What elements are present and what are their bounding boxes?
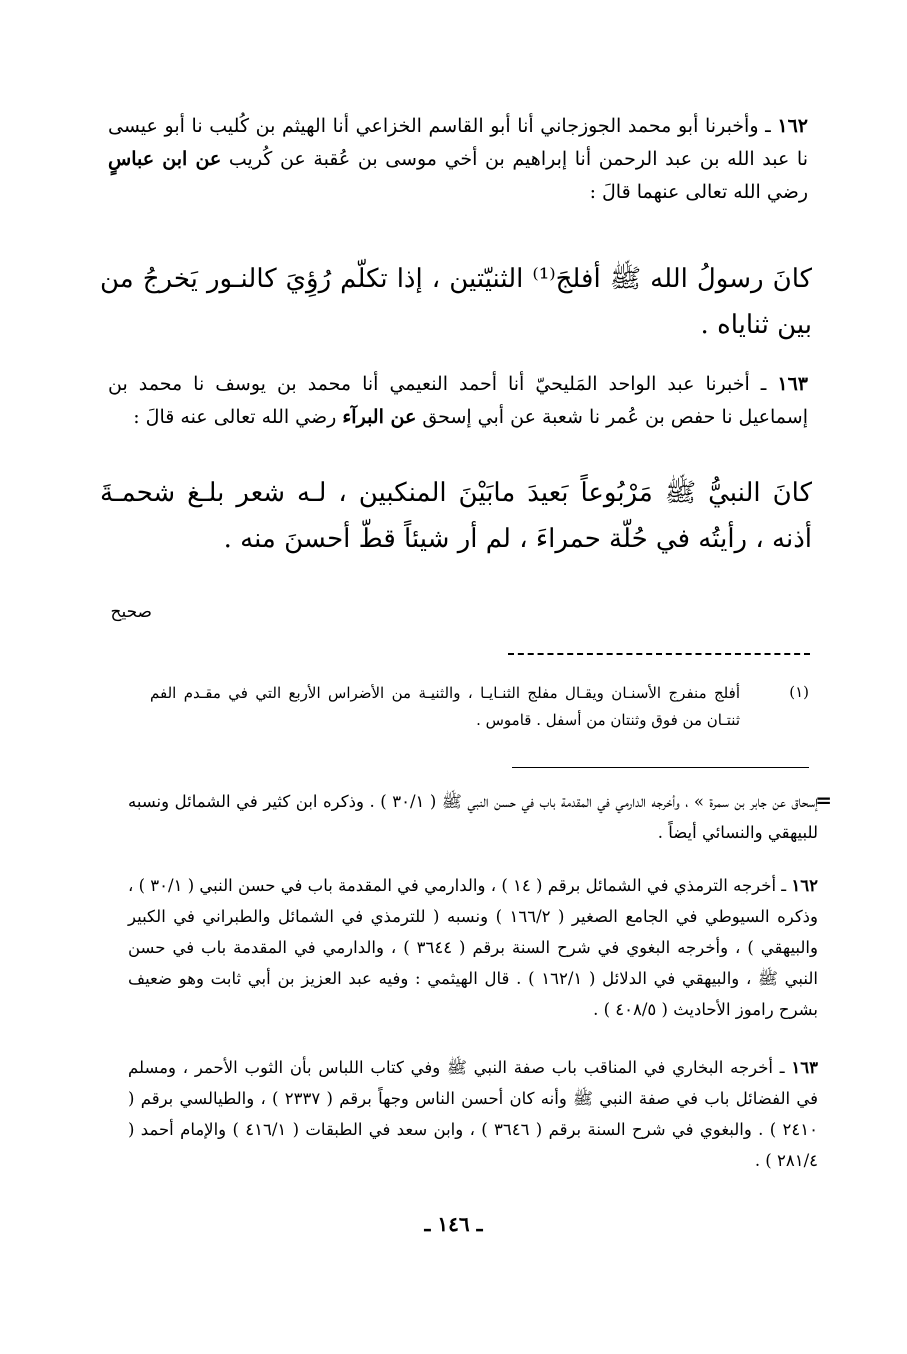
- hadith-163-isnad: [108, 368, 808, 434]
- hadith-162-matn: كانَ رسولُ الله ﷺ أفلجَ⁽¹⁾ الثنيّتين ، إذا تكلّم رُؤِيَ كالنـور يَخرجُ من بين ثناياه .: [100, 264, 812, 340]
- hadith-163-number: ١٦٣: [777, 373, 808, 395]
- page-number: ـ ١٤٦ ـ: [424, 1212, 483, 1236]
- hadith-162-number: ١٦٢: [777, 115, 808, 137]
- hadith-163-isnad-text-b: رضي الله تعالى عنه قالَ :: [133, 406, 343, 428]
- note-162-text: ـ أخرجه الترمذي في الشمائل برقم ( ١٤ ) ، والدارمي في المقدمة باب في حسن النبي ( ٣٠/١ ) ، وذكره السيوطي في الجامع الصغير ( ١٦٦/٢ ) ونسبه ( للترمذي في الشمائل والطبراني في الكبير والبيهقي ) ، وأخرجه البغوي في شرح السنة برقم ( ٣٦٤٤ ) ، والدارمي في المقدمة باب في حسن النبي ﷺ ، والبيهقي في الدلائل ( ١٦٢/١ ) . قال الهيثمي : وفيه عبد العزيز بن أبي ثابت وهو ضعيف بشرح راموز الأحاديث ( ٤٠٨/٥ ) .: [128, 876, 818, 1019]
- note-163: [128, 1052, 818, 1176]
- hadith-163-matn: كانَ النبيُّ ﷺ مَرْبُوعاً بَعيدَ مابَيْنَ المنكبين ، لـه شعر بلـغ شحمـةَ أذنه ، رأيتُه في حُلّة حمراءَ ، لم أر شيئاً قطّ أحسنَ منه .: [100, 478, 812, 554]
- footnote-text: أفلج منفرج الأسنـان ويقـال مفلج الثنـايـا ، والثنيـة من الأضراس الأربع التي في مقـدم الفم ثنتـان من فوق وثنتان من أسفل . قاموس .: [150, 684, 740, 729]
- note-163-text: ـ أخرجه البخاري في المناقب باب صفة النبي ﷺ وفي كتاب اللباس بأن الثوب الأحمر ، ومسلم في الفضائل باب في صفة النبي ﷺ وأنه كان أحسن الناس وجهاً برقم ( ٢٣٣٧ ) ، والطيالسي برقم ( ٢٤١٠ ) . والبغوي في شرح السنة برقم ( ٣٦٤٦ ) ، وابن سعد في الطبقات ( ٤١٦/١ ) والإمام أحمد ( ٢٨١/٤ ) .: [128, 1058, 818, 1170]
- footnote-marker: (١): [789, 683, 809, 701]
- hadith-163-companion: عن البرآء: [342, 406, 417, 428]
- hadith-163-isnad-text-a: ـ أخبرنا عبد الواحد المَليحيّ أنا أحمد النعيمي أنا محمد بن يوسف نا محمد بن إسماعيل نا حفص بن عُمر نا شعبة عن أبي إسحق: [108, 373, 808, 428]
- hadith-162-isnad: [108, 110, 808, 209]
- continuation-mark: =: [815, 788, 832, 812]
- hadith-162-isnad-text-a: ـ وأخبرنا أبو محمد الجوزجاني أنا أبو القاسم الخزاعي أنا الهيثم بن كُليب نا أبو عيسى نا عبد الله بن عبد الرحمن أنا إبراهيم بن أخي موسى بن عُقبة عن كُريب: [108, 115, 808, 170]
- hadith-162-isnad-text-b: رضي الله تعالى عنهما قالَ :: [589, 181, 808, 203]
- notes-separator: [512, 767, 809, 768]
- hadith-162-companion: عن ابن عباسٍ: [108, 148, 222, 170]
- note-163-number: ١٦٣: [791, 1058, 818, 1077]
- note-162-number: ١٦٢: [791, 876, 818, 895]
- note-162: [128, 870, 818, 1025]
- dashed-separator: [508, 653, 810, 655]
- note-continuation: إسحاق عن جابر بن سمرة » ، وأخرجه الدارمي في المقدمة باب في حسن النبي ﷺ ( ٣٠/١ ) . وذكره ابن كثير في الشمائل ونسبه للبيهقي والنسائي أيضاً .: [128, 792, 818, 842]
- hadith-grade: صحيح: [110, 602, 152, 622]
